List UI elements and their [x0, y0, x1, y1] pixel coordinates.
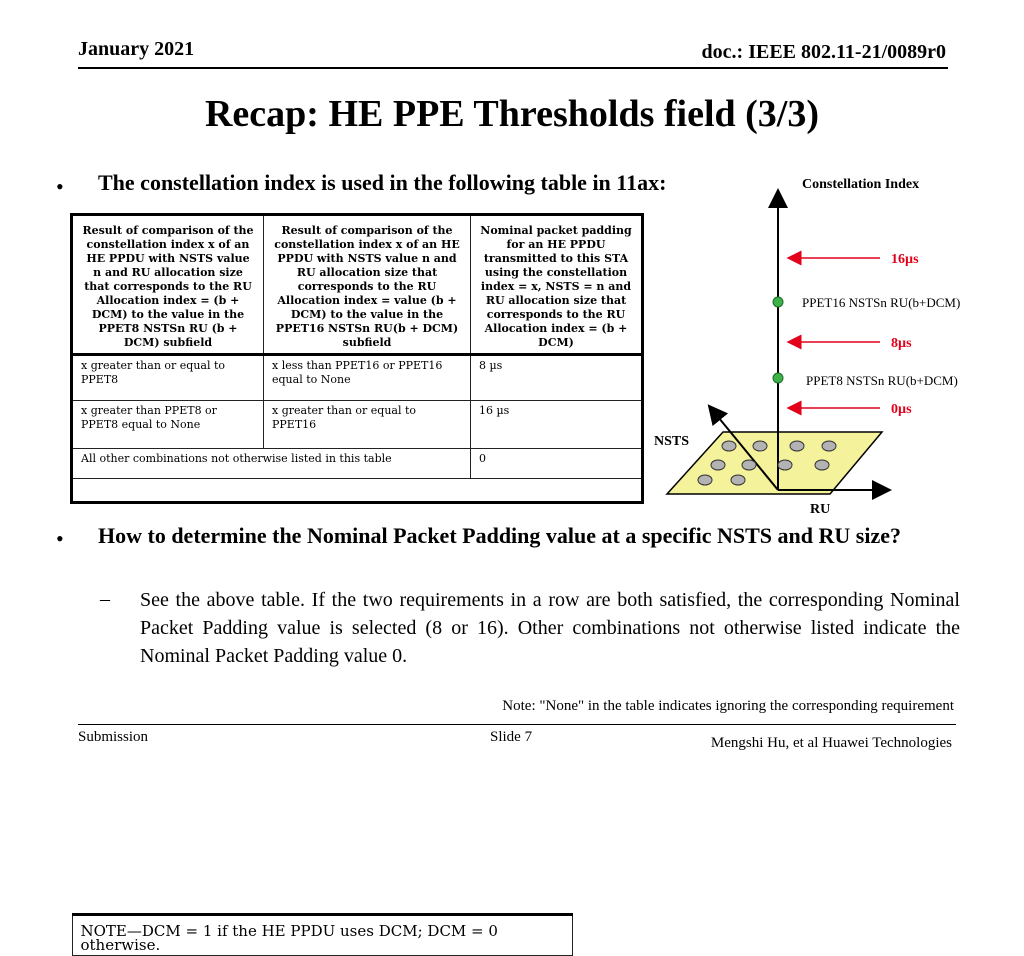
table-cell: 0: [471, 449, 643, 479]
sub-bullet-explanation: See the above table. If the two requirements in a row are both satisfied, the corresponding Nominal Packet Padding value is selected (8 or 16). Other combinations not otherwise listed indicate the Nominal Packet Padding value 0.: [140, 589, 960, 667]
grid-dot: [698, 475, 712, 485]
ppet8-point: [773, 373, 783, 383]
sub-bullet-marker: –: [100, 588, 110, 610]
bullet-constellation-text: The constellation index is used in the following table in 11ax:: [98, 170, 667, 195]
header-doc-id: doc.: IEEE 802.11-21/0089r0: [701, 41, 946, 63]
table-row: [72, 401, 643, 449]
grid-dot: [731, 475, 745, 485]
table-cell: x greater than or equal to PPET8: [72, 355, 264, 401]
ppet16-label: PPET16 NSTSn RU(b+DCM): [802, 295, 961, 310]
table-cell: 8 µs: [471, 355, 643, 401]
table-note: NOTE—DCM = 1 if the HE PPDU uses DCM; DCM = 0 otherwise.: [72, 914, 572, 955]
constellation-diagram: [640, 168, 1010, 520]
grid-dot: [742, 460, 756, 470]
header-date: January 2021: [78, 38, 195, 60]
table-header-cell: Nominal packet padding for an HE PPDU transmitted to this STA using the constellation index = x, NSTS = n and RU allocation size that corresponds to the RU Allocation index = (b + DCM): [471, 215, 643, 355]
table-header-row: [72, 215, 643, 355]
table-row: [72, 355, 643, 401]
label-16us: 16µs: [891, 252, 919, 267]
slide-title: Recap: HE PPE Thresholds field (3/3): [204, 93, 819, 135]
table-cell: All other combinations not otherwise listed in this table: [72, 449, 471, 479]
table-header-cell: Result of comparison of the constellation index x of an HE PPDU with NSTS value n and RU allocation size that corresponds to the RU Allocation index = (b + DCM) to the value in the PPET8 NSTSn RU (b + DCM) subfield: [72, 215, 264, 355]
table-cell: x greater than PPET8 or PPET8 equal to None: [72, 401, 264, 449]
table-header-cell: Result of comparison of the constellation index x of an HE PPDU with NSTS value n and RU allocation size that corresponds to the RU Allocation index = value (b + DCM) to the value in the PPET16 NSTSn RU(b + DCM) subfield: [264, 215, 471, 355]
axis-label-constellation-index: Constellation Index: [802, 177, 920, 192]
ppet8-label: PPET8 NSTSn RU(b+DCM): [806, 373, 958, 388]
footer-submission: Submission: [78, 729, 149, 745]
footer-author: Mengshi Hu, et al Huawei Technologies: [710, 735, 952, 751]
ru-label: RU: [810, 502, 831, 517]
bullet-marker: •: [56, 174, 64, 199]
footer-divider: [78, 724, 956, 725]
ppet16-point: [773, 297, 783, 307]
bullet-marker: •: [56, 526, 64, 551]
grid-dot: [778, 460, 792, 470]
grid-dot: [822, 441, 836, 451]
grid-dot: [722, 441, 736, 451]
nsts-label: NSTS: [654, 434, 690, 449]
footer-slide-number: Slide 7: [490, 729, 533, 745]
table-row: [72, 449, 643, 479]
table-cell: x less than PPET16 or PPET16 equal to None: [264, 355, 471, 401]
table-note-row: [72, 913, 573, 956]
header-divider: [78, 67, 948, 69]
bullet-padding-question: How to determine the Nominal Packet Padding value at a specific NSTS and RU size?: [98, 523, 901, 548]
none-note: Note: "None" in the table indicates ignoring the corresponding requirement: [502, 698, 954, 714]
table-cell: x greater than or equal to PPET16: [264, 401, 471, 449]
grid-dot: [753, 441, 767, 451]
grid-dot: [790, 441, 804, 451]
grid-dot: [711, 460, 725, 470]
label-0us: 0µs: [891, 402, 912, 417]
grid-dot: [815, 460, 829, 470]
label-8us: 8µs: [891, 336, 912, 351]
table-cell: 16 µs: [471, 401, 643, 449]
